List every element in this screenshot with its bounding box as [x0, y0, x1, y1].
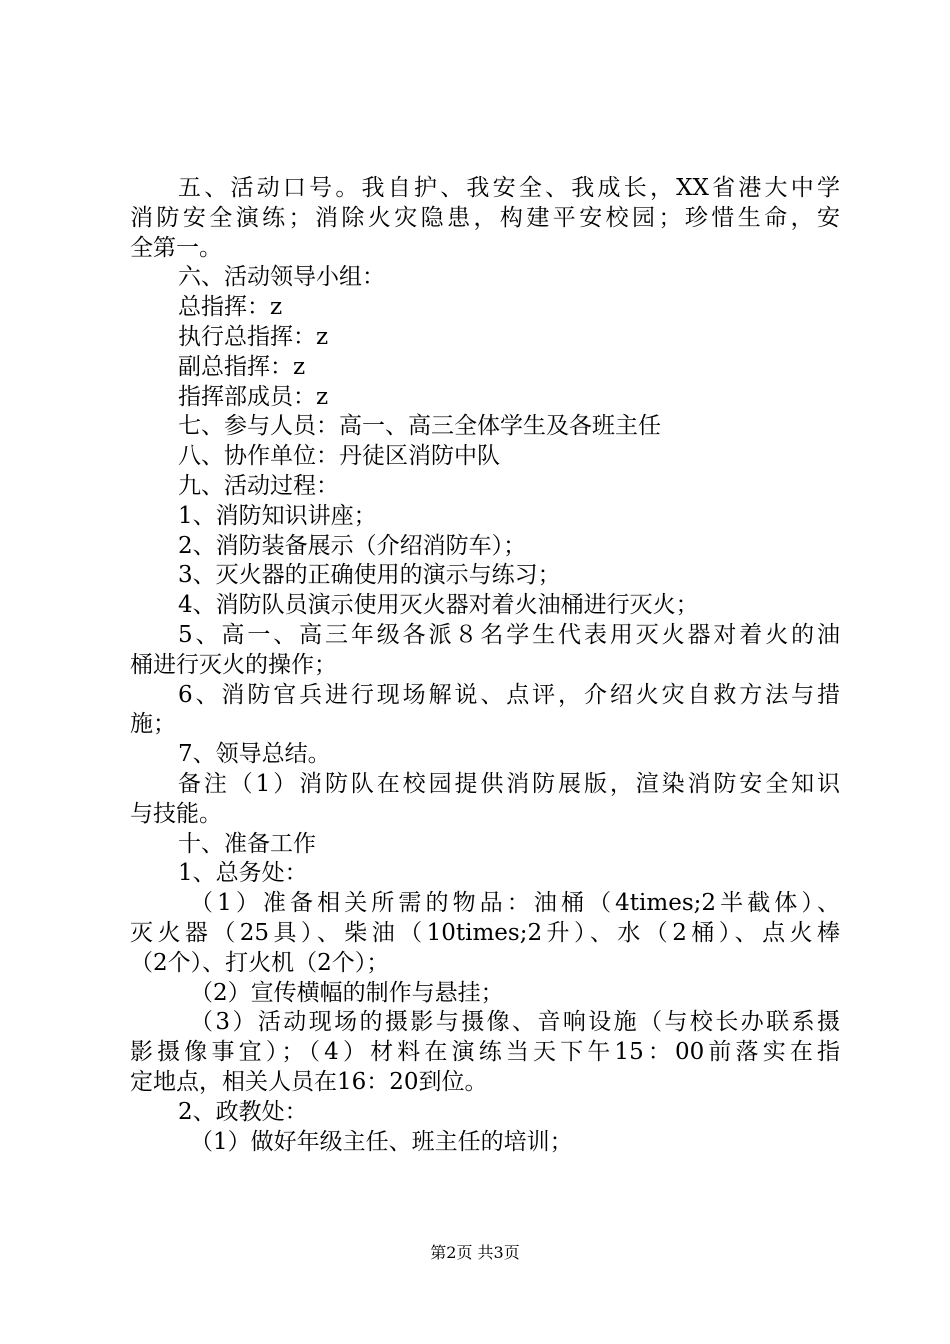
text-line: 指挥部成员：z — [178, 383, 329, 410]
text-line: 施； — [130, 711, 176, 738]
text-line: （1）做好年级主任、班主任的培训； — [190, 1128, 573, 1155]
text-line: 与技能。 — [130, 800, 222, 827]
text-line: 5、高一、高三年级各派８名学生代表用灭火器对着火的油 — [178, 622, 840, 648]
text-line: 五、活动口号。我自护、我安全、我成长，XX省港大中学 — [178, 175, 840, 201]
text-line: 灭火器（25具）、柴油（10times;2升）、水（2桶）、点火棒 — [130, 920, 840, 946]
text-line: 2、消防装备展示（介绍消防车）； — [178, 532, 527, 559]
text-line: 六、活动领导小组： — [178, 264, 385, 291]
text-line: 八、协作单位：丹徒区消防中队 — [178, 443, 500, 470]
text-line: 桶进行灭火的操作； — [130, 651, 337, 678]
text-line: 七、参与人员：高一、高三全体学生及各班主任 — [178, 413, 661, 440]
text-line: 九、活动过程： — [178, 473, 339, 499]
text-line: （1）准备相关所需的物品：油桶（4times;2半截体）、 — [190, 890, 840, 917]
text-line: 全第一。 — [130, 234, 222, 261]
text-line: 1、总务处： — [178, 860, 308, 887]
text-line: 备注（1）消防队在校园提供消防展版，渲染消防安全知识 — [178, 771, 840, 797]
text-line: 副总指挥：z — [178, 353, 306, 380]
text-line: 影摄像事宜）；（4）材料在演练当天下午15：00前落实在指 — [130, 1039, 840, 1066]
text-line: 2、政教处： — [178, 1098, 308, 1125]
text-line: 定地点，相关人员在16：20到位。 — [130, 1069, 488, 1095]
text-line: 4、消防队员演示使用灭火器对着火油桶进行灭火； — [178, 592, 699, 619]
text-line: 十、准备工作 — [178, 830, 316, 857]
text-line: （3）活动现场的摄影与摄像、音响设施（与校长办联系摄 — [190, 1009, 840, 1036]
page-footer: 第2页 共3页 — [430, 1243, 520, 1262]
text-line: 3、灭火器的正确使用的演示与练习； — [178, 562, 561, 589]
text-line: 6、消防官兵进行现场解说、点评，介绍火灾自救方法与措 — [178, 681, 840, 708]
text-line: 7、领导总结。 — [178, 741, 331, 768]
text-line: （2）宣传横幅的制作与悬挂； — [190, 979, 504, 1006]
text-line: 执行总指挥：z — [178, 324, 329, 350]
text-line: 1、消防知识讲座； — [178, 502, 377, 529]
text-line: 总指挥：z — [178, 294, 283, 321]
text-line: （2个）、打火机（2个）； — [130, 949, 390, 976]
text-line: 消防安全演练；消除火灾隐患，构建平安校园；珍惜生命，安 — [130, 204, 840, 231]
